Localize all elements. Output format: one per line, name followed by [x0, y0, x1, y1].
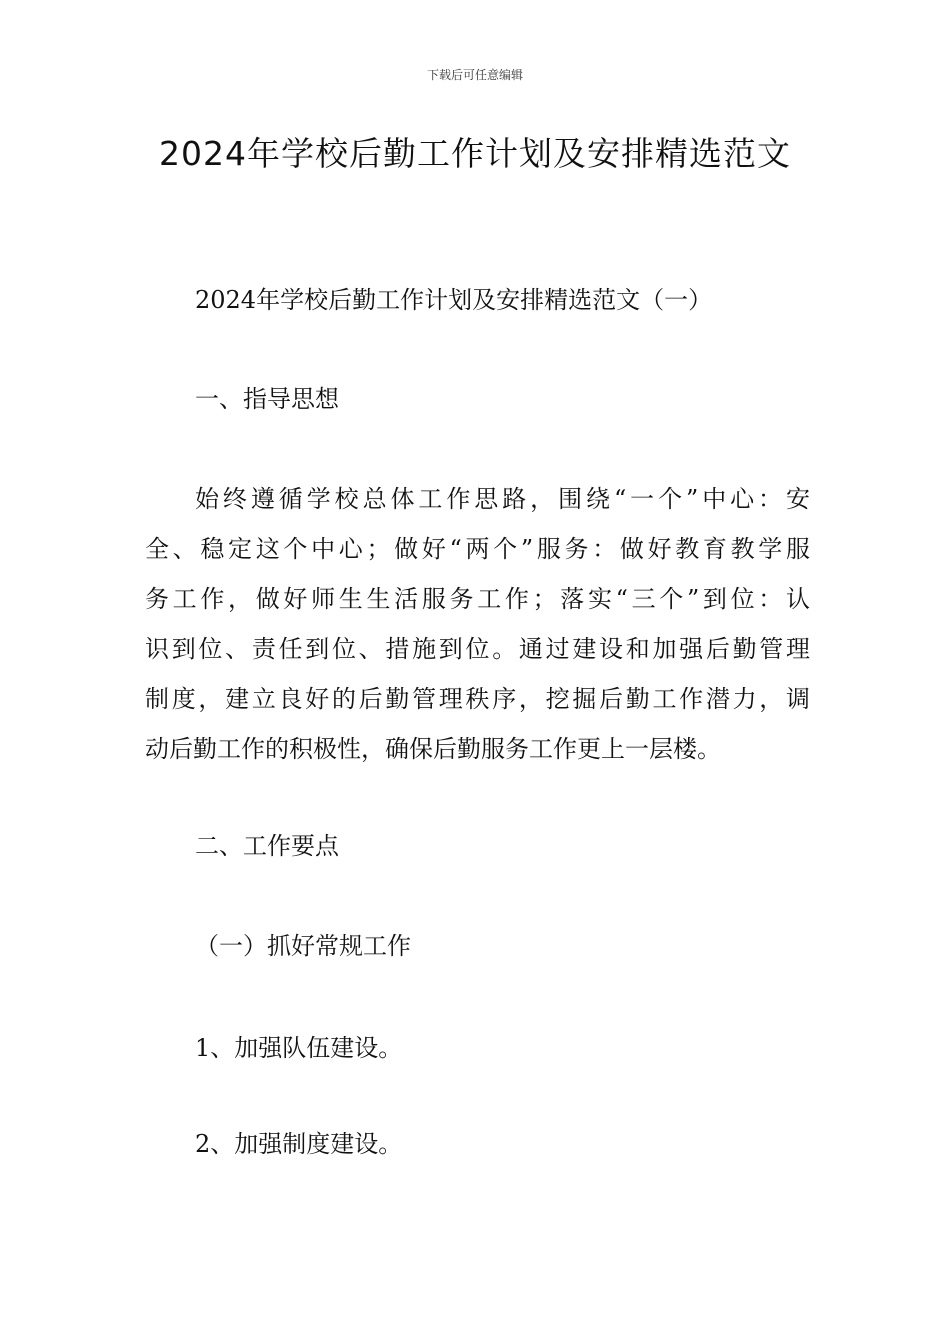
paragraph-line: 全、稳定这个中心；做好“两个”服务：做好教育教学服 — [145, 535, 810, 563]
paragraph-line: 识到位、责任到位、措施到位。通过建设和加强后勤管理 — [145, 635, 810, 663]
heading-guiding-ideology: 一、指导思想 — [195, 385, 339, 413]
paragraph-guiding-ideology — [145, 474, 810, 774]
subheading-routine-work: （一）抓好常规工作 — [195, 932, 411, 960]
paragraph-line: 制度，建立良好的后勤管理秩序，挖掘后勤工作潜力，调 — [145, 685, 810, 713]
list-item: 1、加强队伍建设。 — [195, 1034, 403, 1062]
header-note: 下载后可任意编辑 — [426, 68, 523, 82]
section-title: 2024年学校后勤工作计划及安排精选范文（一） — [195, 286, 713, 314]
document-title: 2024年学校后勤工作计划及安排精选范文 — [159, 134, 791, 173]
list-item: 2、加强制度建设。 — [195, 1130, 403, 1158]
paragraph-line: 动后勤工作的积极性，确保后勤服务工作更上一层楼。 — [145, 735, 721, 763]
paragraph-line: 务工作，做好师生生活服务工作；落实“三个”到位：认 — [145, 585, 810, 613]
paragraph-line: 始终遵循学校总体工作思路，围绕“一个”中心：安 — [195, 485, 810, 513]
heading-work-points: 二、工作要点 — [195, 832, 339, 860]
